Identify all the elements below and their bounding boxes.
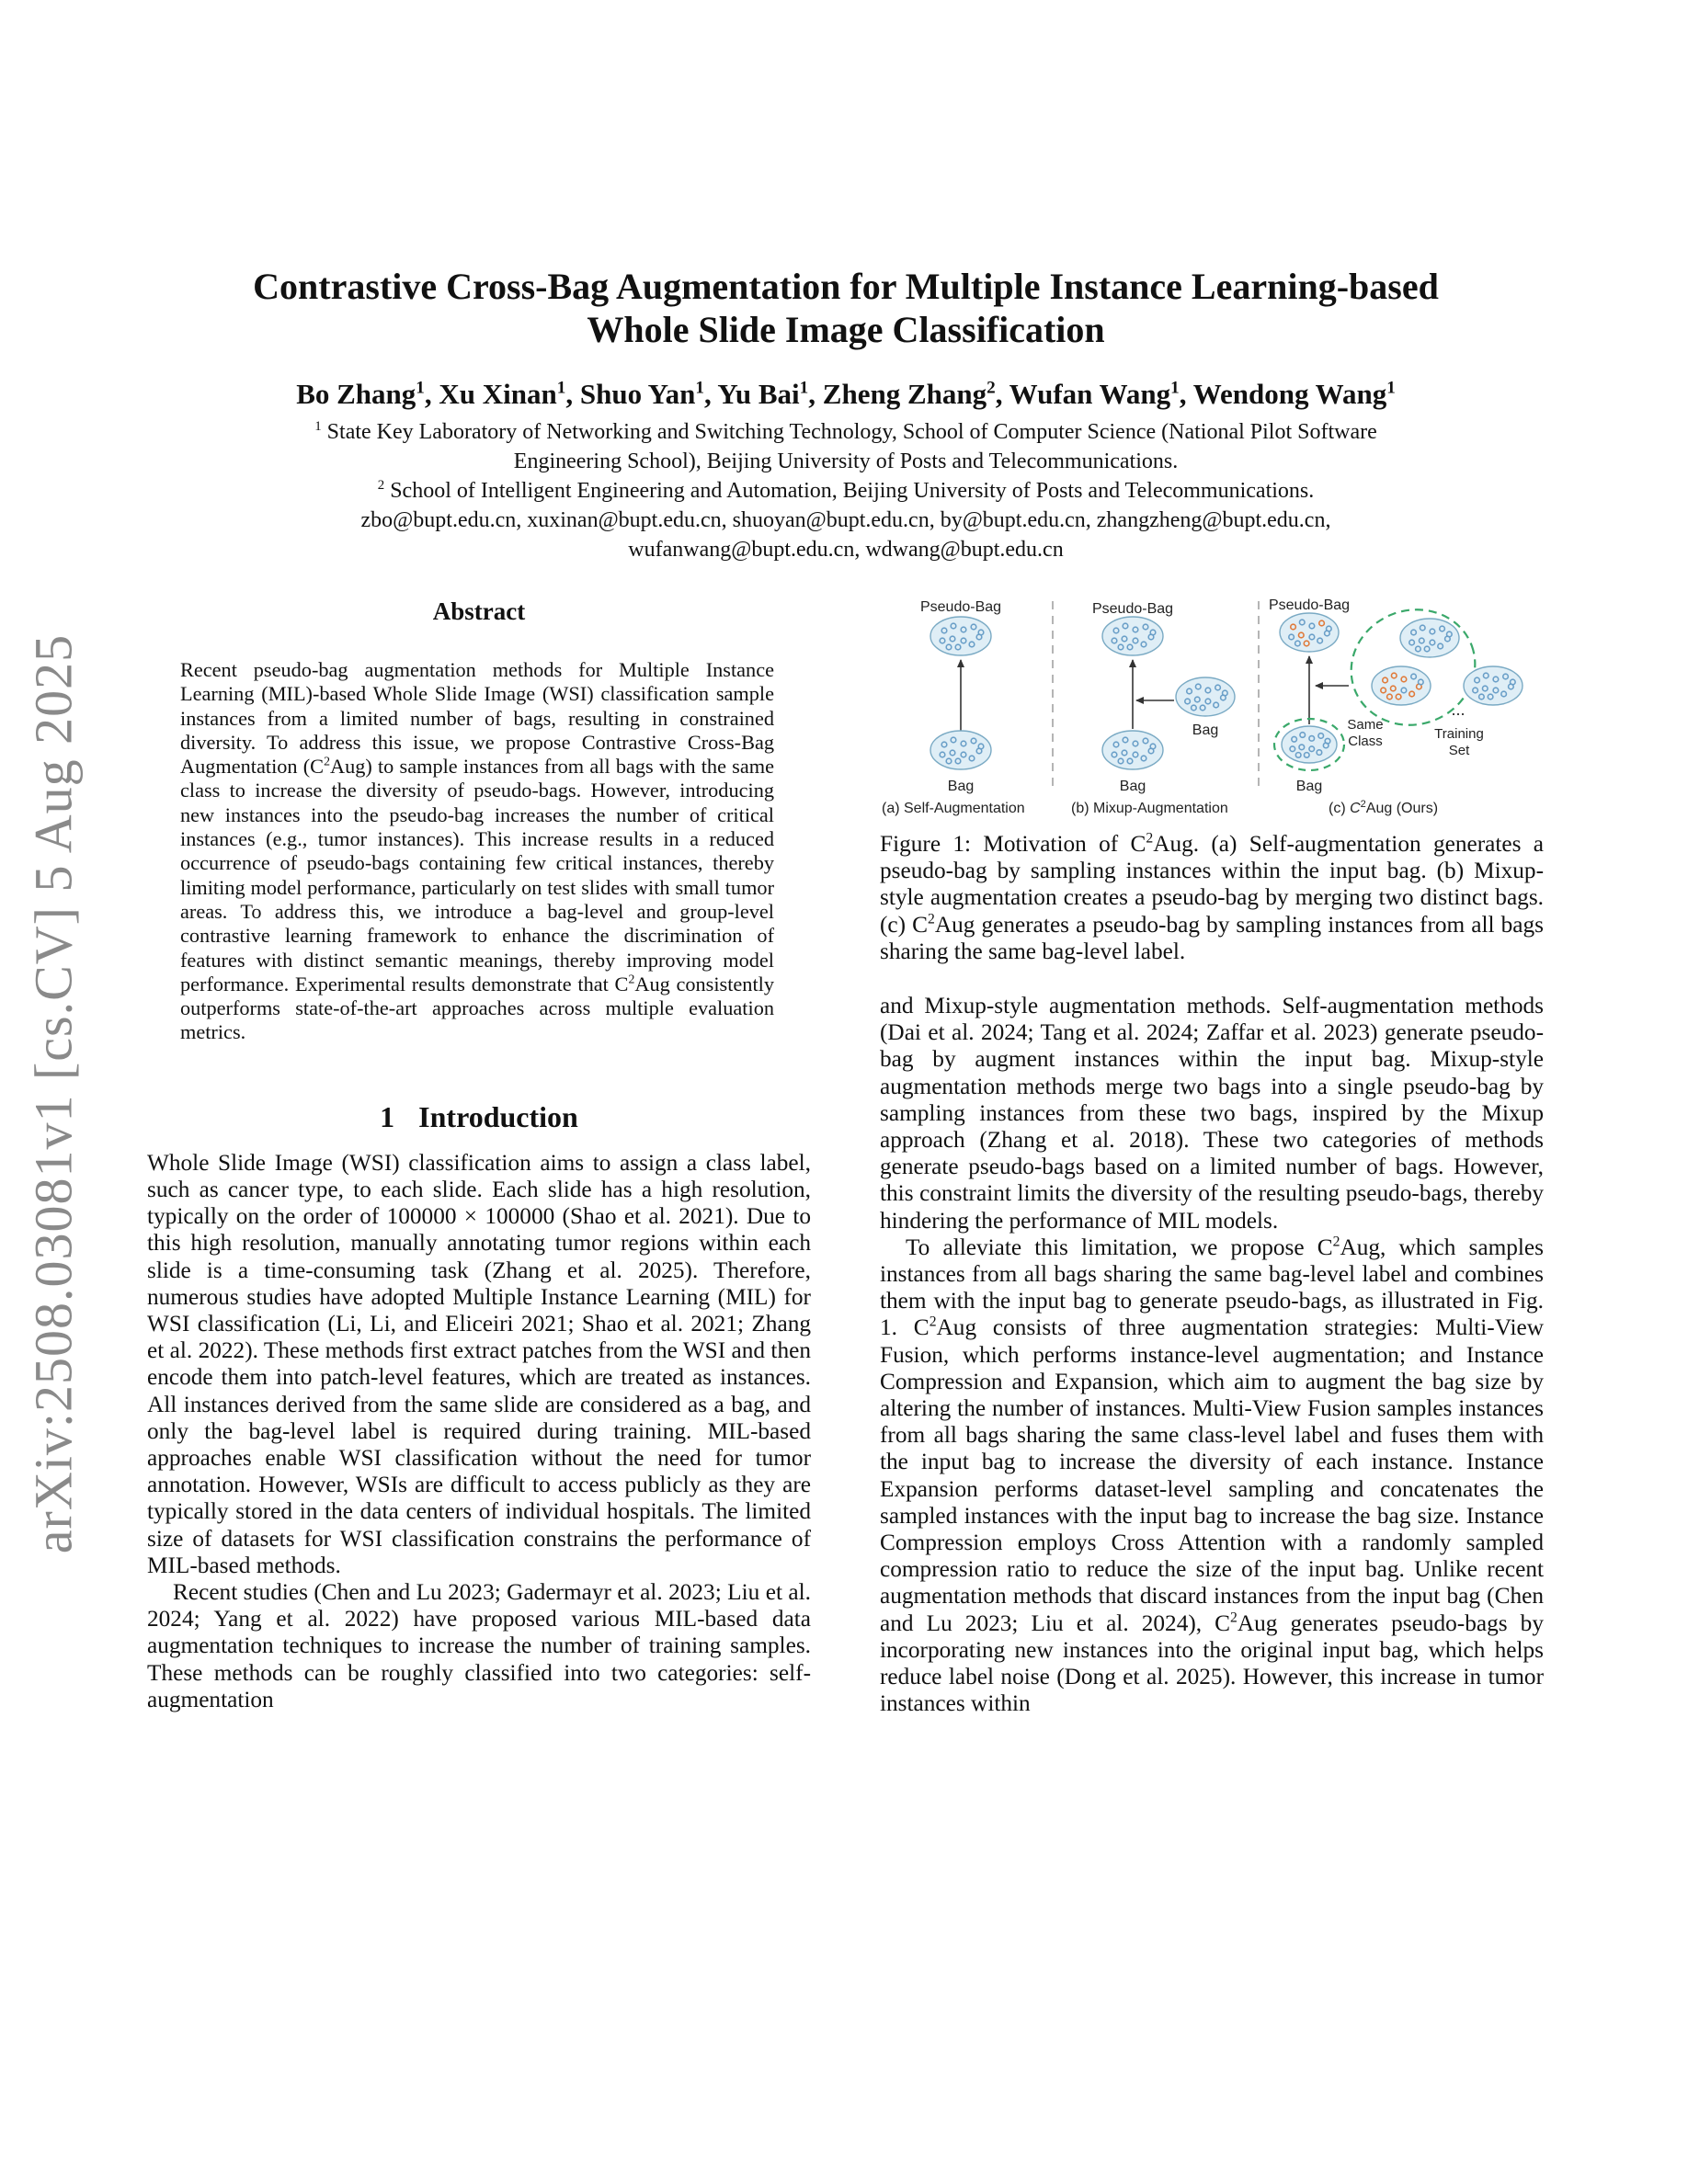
pseudo-bag-label: Pseudo-Bag [1268, 597, 1351, 613]
intro-paragraph-2: Recent studies (Chen and Lu 2023; Gadermayr et al. 2023; Liu et al. 2024; Yang et al. 2022) have proposed various MIL-based data augmentation techniques to increase the number of training samples. These methods can be roughly classified into two categories: self-augmentation [147, 1579, 811, 1712]
subcaption-b: (b) Mixup-Augmentation [1071, 801, 1228, 816]
bag-label: Bag [947, 779, 975, 794]
training-set-label: Set [1448, 743, 1470, 758]
intro-heading: 1 Introduction [380, 1099, 578, 1133]
figure-1-caption: Figure 1: Motivation of $C^2Aug$. (a) Self-augmentation generates a pseudo-bag by sampling instances within the input bag. (b) Mixup-style augmentation creates a pseudo-bag by merging two distinct bags. (c) $C^2Aug$ generates a pseudo-bag by sampling instances from all bags sharing the same bag-level label. [880, 830, 1545, 964]
author: Wufan Wang$^1$, [1009, 378, 1193, 410]
paper-title [147, 265, 1545, 351]
emails-line-1: zbo@bupt.edu.cn, xuxinan@bupt.edu.cn, shuoyan@bupt.edu.cn, by@bupt.edu.cn, zhangzheng@bupt.edu.cn, [360, 508, 1331, 532]
bag-ellipse [1176, 677, 1235, 716]
ellipsis: ... [1451, 700, 1466, 719]
title-line-1: Contrastive Cross-Bag Augmentation for Multiple Instance Learning-based [253, 266, 1439, 307]
arxiv-sidebar [17, 588, 90, 1599]
pseudo-bag-ellipse [1102, 617, 1163, 655]
paper-header [147, 265, 1545, 564]
author: Yu Bai$^1$, [717, 378, 823, 410]
bag-ellipse [1102, 731, 1163, 769]
bag-ellipse [930, 731, 991, 769]
same-class-label: Same [1347, 717, 1384, 733]
title-line-2: Whole Slide Image Classification [587, 309, 1105, 350]
right-column [880, 596, 1544, 1718]
affiliation-1-cont: Engineering School), Beijing University of Posts and Telecommunications. [513, 449, 1179, 473]
affiliation-2: $^2$ School of Intelligent Engineering and Automation, Beijing University of Posts and Telecommunications. [377, 478, 1315, 503]
intro-paragraph-1: Whole Slide Image (WSI) classification aims to assign a class label, such as cancer type, to each slide. Each slide has a high resolution, typically on the order of 100000 × 100000 (Shao et al. 2021). Due to this high resolution, manually annotating tumor regions within each slide is a time-consuming task (Zhang et al. 2025). Therefore, numerous studies have adopted Multiple Instance Learning (MIL) for WSI classification (Li, Li, and Eliceiri 2021; Shao et al. 2021; Zhang et al. 2022). These methods first extract patches from the WSI and then encode them into patch-level features, which are treated as instances. All instances derived from the same slide are considered as a bag, and only the bag-level label is required during training. MIL-based approaches enable WSI classification without the need for tumor annotation. However, WSIs are difficult to access publicly as they are typically stored in the data centers of individual hospitals. The limited size of datasets for WSI classification constrains the performance of MIL-based methods. [147, 1149, 811, 1578]
bag-ellipse [1282, 726, 1337, 763]
author: Bo Zhang$^1$, [296, 378, 439, 410]
pseudo-bag-ellipse [930, 617, 991, 655]
subcaption-c: (c) $C^2Aug$ (Ours) [1329, 799, 1439, 816]
abstract-heading: Abstract [432, 597, 526, 625]
author: Zheng Zhang$^2$, [822, 378, 1009, 410]
left-column [147, 596, 811, 1713]
same-class-label: Class [1348, 734, 1383, 749]
pseudo-bag-label: Pseudo-Bag [919, 599, 1002, 615]
bag-ellipse [1372, 666, 1431, 705]
pseudo-bag-ellipse [1280, 613, 1339, 652]
bag-label: Bag [1192, 722, 1219, 738]
bag-ellipse [1400, 619, 1459, 657]
right-paragraph-2: To alleviate this limitation, we propose $C^2Aug$, which samples instances from all bags sharing the same bag-level label and combines them with the input bag to generate pseudo-bags, as illustrated in Fig. 1. $C^2Aug$ consists of three augmentation strategies: Multi-View Fusion, which performs instance-level augmentation; and Instance Compression and Expansion, which aim to augment the bag size by altering the number of instances. Multi-View Fusion samples instances from all bags sharing the same class-level label and fuses them with the input bag to increase the diversity of each instance. Instance Expansion performs dataset-level sampling and concatenates the sampled instances with the input bag to increase the bag size. Instance Compression employs Cross Attention with a randomly sampled compression ratio to reduce the size of the input bag. Unlike recent augmentation methods that discard instances from the input bag (Chen and Lu 2023; Liu et al. 2024), $C^2Aug$ generates pseudo-bags by incorporating new instances into the original input bag, which helps reduce label noise (Dong et al. 2025). However, this increase in tumor instances within [880, 1234, 1544, 1717]
bag-ellipse [1464, 666, 1523, 705]
figure-1 [880, 596, 1544, 818]
emails-line-2: wufanwang@bupt.edu.cn, wdwang@bupt.edu.cn [628, 538, 1064, 562]
right-body [880, 993, 1544, 1717]
affiliation-1: $^1$ State Key Laboratory of Networking and Switching Technology, School of Computer Science (National Pilot Software [314, 419, 1377, 444]
bag-label: Bag [1119, 779, 1146, 794]
training-set-label: Training [1434, 726, 1484, 742]
abstract-body: Recent pseudo-bag augmentation methods for Multiple Instance Learning (MIL)-based Whole Slide Image (WSI) classification sample instances from a limited number of bags, resulting in constrained diversity. To address this issue, we propose Contrastive Cross-Bag Augmentation $(C^2Aug)$ to sample instances from all bags with the same class to increase the diversity of pseudo-bags. However, introducing new instances into the pseudo-bag increases the number of critical instances (e.g., tumor instances). This increase results in a reduced occurrence of pseudo-bags containing few critical instances, thereby limiting model performance, particularly on test slides with small tumor areas. To address this, we introduce a bag-level and group-level contrastive learning framework to enhance the discrimination of features with distinct semantic meanings, thereby improving model performance. Experimental results demonstrate that $C^2Aug$ consistently outperforms state-of-the-art approaches across multiple evaluation metrics. [180, 658, 774, 1044]
bag-label: Bag [1295, 779, 1323, 794]
author: Wendong Wang$^1$ [1192, 378, 1396, 410]
subcaption-a: (a) Self-Augmentation [882, 801, 1025, 816]
pseudo-bag-label: Pseudo-Bag [1091, 601, 1174, 617]
right-paragraph-1: and Mixup-style augmentation methods. Self-augmentation methods (Dai et al. 2024; Tang et al. 2024; Zaffar et al. 2023) generate pseudo-bag by augment instances within the input bag. Mixup-style augmentation methods merge two bags into a single pseudo-bag by sampling instances from these two bags, inspired by the Mixup approach (Zhang et al. 2018). These two categories of methods generate pseudo-bags based on a limited number of bags. However, this constraint limits the diversity of the resulting pseudo-bags, thereby hindering the performance of MIL models. [880, 993, 1544, 1234]
author-list [147, 377, 1545, 412]
author: Xu Xinan$^1$, [439, 378, 580, 410]
arxiv-id: arXiv:2508.03081v1 [cs.CV] 5 Aug 2025 [23, 633, 84, 1554]
author: Shuo Yan$^1$, [579, 378, 718, 410]
figure-1-diagram [880, 596, 1544, 818]
